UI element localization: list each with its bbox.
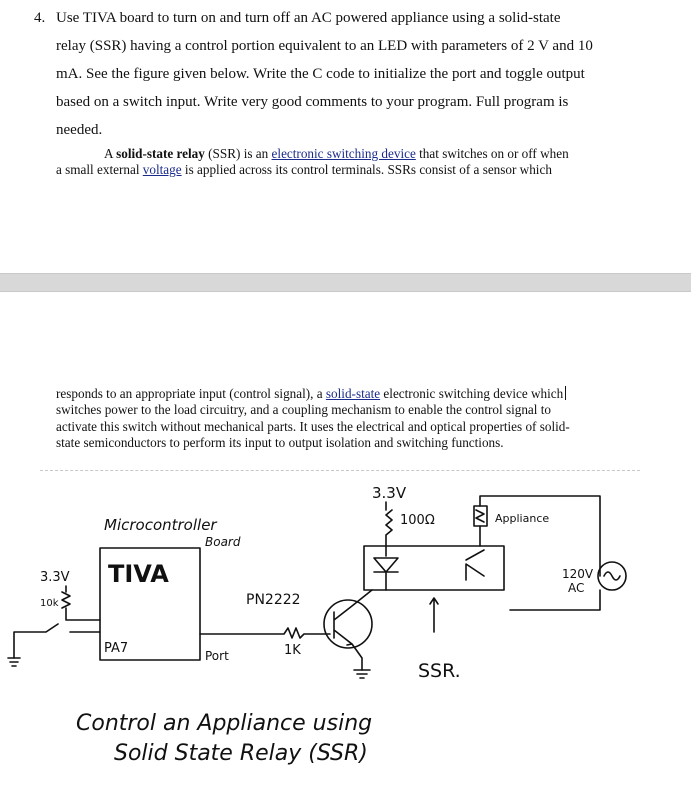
excerpt-text: A: [104, 146, 117, 161]
question-line: needed.: [56, 122, 103, 138]
input-switch-symbol: [14, 624, 100, 658]
question-line: mA. See the figure given below. Write the C code to initialize the port and toggle output: [56, 66, 585, 82]
excerpt-text: switches power to the load circuitry, and a coupling mechanism to enable the control signal to: [56, 402, 552, 418]
link-solid-state[interactable]: solid-state: [325, 386, 381, 401]
tiva-label: TIVA: [108, 560, 169, 588]
page-break-band: [0, 273, 691, 292]
resistor-100-symbol: [386, 502, 392, 545]
question-line: Use TIVA board to turn on and turn off an AC powered appliance using a solid-state: [56, 10, 561, 26]
appliance-icon: [476, 510, 484, 522]
resistor-10k-label: 10k: [40, 598, 59, 609]
excerpt-paragraph-2: [56, 386, 570, 452]
question-line: relay (SSR) having a control portion equivalent to an LED with parameters of 2 V and 10: [56, 38, 593, 54]
caption-line-2: Solid State Relay (SSR): [114, 741, 368, 766]
excerpt-text: is applied across its control terminals. SSRs consist of a sensor which: [181, 162, 552, 178]
excerpt-text: state semiconductors to perform its input to output isolation and switching functions.: [56, 435, 504, 451]
excerpt-paragraph-1: [56, 146, 569, 179]
ssr-box: [364, 546, 504, 590]
excerpt-text: that switches on or off when: [415, 146, 569, 161]
ac-source-wave: [604, 572, 620, 580]
caption-line-1: Control an Appliance using: [76, 711, 373, 736]
circuit-diagram: [0, 472, 691, 786]
transistor-label: PN2222: [246, 592, 301, 608]
excerpt-text: responds to an appropriate input (control signal), a: [56, 386, 326, 401]
base-resistor-label: 1K: [284, 643, 301, 658]
link-voltage[interactable]: voltage: [142, 162, 182, 178]
link-electronic-switching-device[interactable]: electronic switching device: [271, 146, 416, 161]
port-label: Port: [205, 649, 229, 663]
ac-voltage-label: 120V: [562, 567, 594, 581]
appliance-label: Appliance: [495, 512, 550, 525]
ac-label: AC: [568, 581, 585, 595]
excerpt-text: (SSR) is an: [204, 146, 272, 161]
ground-symbol-left: [8, 658, 20, 666]
ssr-label: SSR.: [418, 660, 461, 682]
question-line: based on a switch input. Write very good comments to your program. Full program is: [56, 94, 569, 110]
excerpt-text: a small external: [56, 162, 143, 178]
divider: [40, 470, 640, 471]
ssr-output-arrow: [430, 598, 438, 632]
text-cursor: [565, 386, 566, 400]
excerpt-text: activate this switch without mechanical parts. It uses the electrical and optical properties of solid-: [56, 418, 570, 434]
resistor-100-label: 100Ω: [400, 513, 435, 528]
vcc-left-label: 3.3V: [40, 570, 70, 585]
base-resistor-wire: [200, 628, 330, 638]
excerpt-bold-term: solid-state relay: [116, 146, 205, 161]
ssr-switch-symbol: [466, 550, 484, 580]
ground-symbol-right: [354, 670, 370, 678]
ssr-led-symbol: [374, 546, 398, 590]
resistor-10k-symbol: [62, 586, 100, 620]
board-label: Board: [205, 535, 241, 549]
question-number: 4.: [34, 10, 46, 26]
microcontroller-label: Microcontroller: [104, 516, 217, 534]
excerpt-text: electronic switching device which: [380, 386, 564, 401]
vcc-top-label: 3.3V: [372, 484, 407, 502]
pin-label: PA7: [104, 641, 129, 656]
